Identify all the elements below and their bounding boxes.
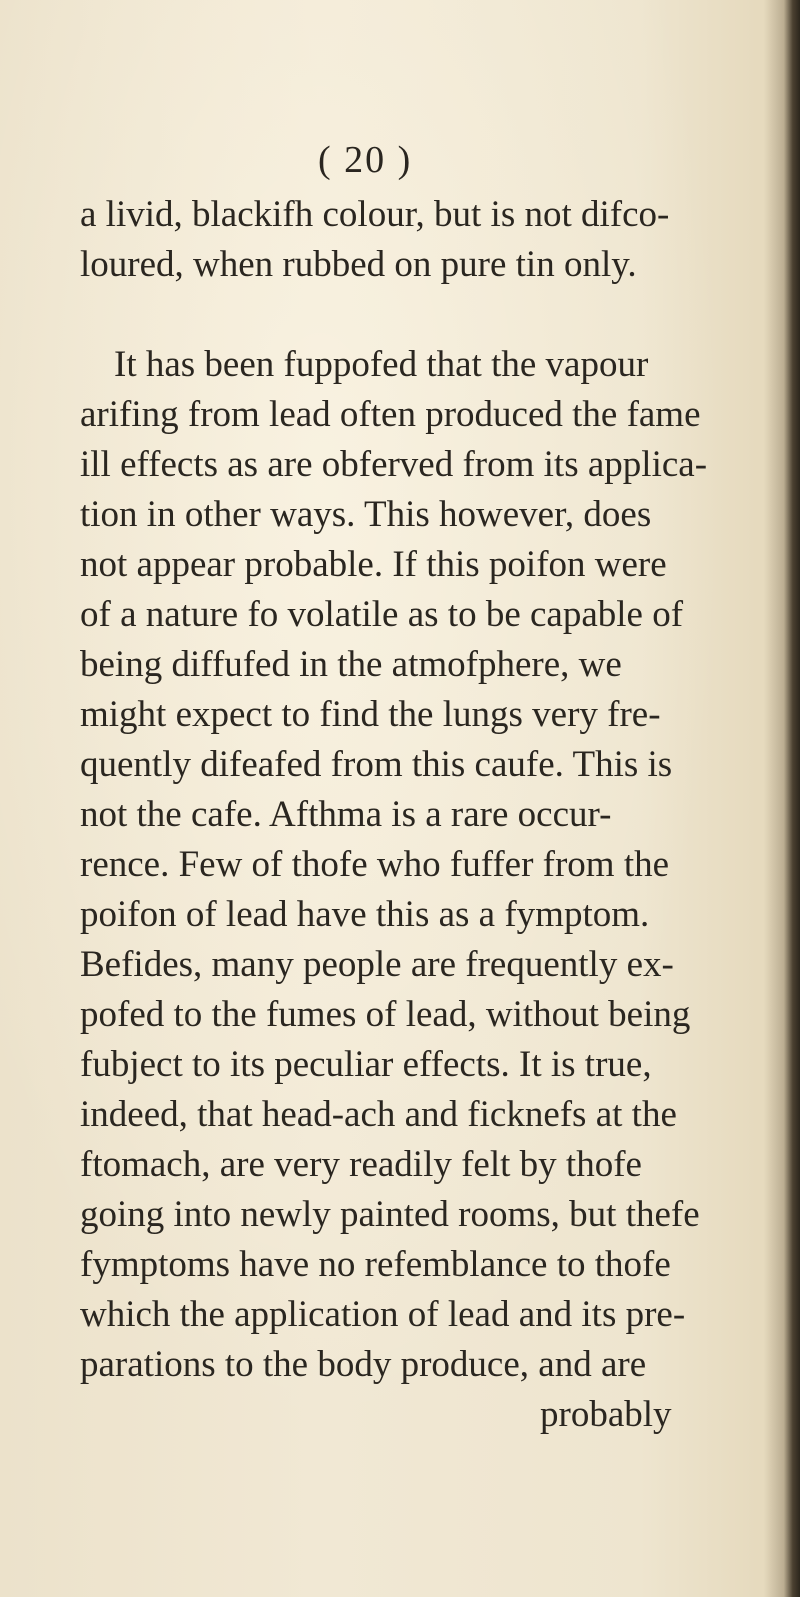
text-line: indeed, that head-ach and ficknefs at the <box>80 1094 677 1135</box>
text-line: quently difeafed from this caufe. This is <box>80 744 673 785</box>
text-line: which the application of lead and its pre- <box>80 1294 686 1335</box>
text-line: being diffufed in the atmofphere, we <box>80 644 622 685</box>
text-line: a livid, blackifh colour, but is not difco- <box>80 194 670 235</box>
page-number-text: ( 20 ) <box>318 139 413 181</box>
text-line: of a nature fo volatile as to be capable of <box>80 594 684 635</box>
text-line: might expect to find the lungs very fre- <box>80 694 661 735</box>
text-line: not the cafe. Afthma is a rare occur- <box>80 794 612 835</box>
text-line: poifon of lead have this as a fymptom. <box>80 894 650 935</box>
text-line: tion in other ways. This however, does <box>80 494 652 535</box>
text-line: going into newly painted rooms, but thefe <box>80 1194 700 1235</box>
text-line: Befides, many people are frequently ex- <box>80 944 674 985</box>
catchword: probably <box>540 1394 672 1435</box>
text-line: loured, when rubbed on pure tin only. <box>80 244 637 285</box>
text-line: ill effects as are obferved from its applica- <box>80 444 708 485</box>
page-gutter-shadow <box>764 0 800 1597</box>
text-line: It has been fuppofed that the vapour <box>114 344 649 385</box>
text-line: parations to the body produce, and are <box>80 1344 647 1385</box>
text-line: pofed to the fumes of lead, without being <box>80 994 691 1035</box>
text-line: ftomach, are very readily felt by thofe <box>80 1144 642 1185</box>
text-line: fymptoms have no refemblance to thofe <box>80 1244 671 1285</box>
text-line: arifing from lead often produced the fame <box>80 394 701 435</box>
body-text <box>80 190 745 1440</box>
paragraph-break <box>80 290 745 340</box>
text-line: not appear probable. If this poifon were <box>80 544 667 585</box>
text-line: rence. Few of thofe who fuffer from the <box>80 844 670 885</box>
text-line: fubject to its peculiar effects. It is true, <box>80 1044 652 1085</box>
